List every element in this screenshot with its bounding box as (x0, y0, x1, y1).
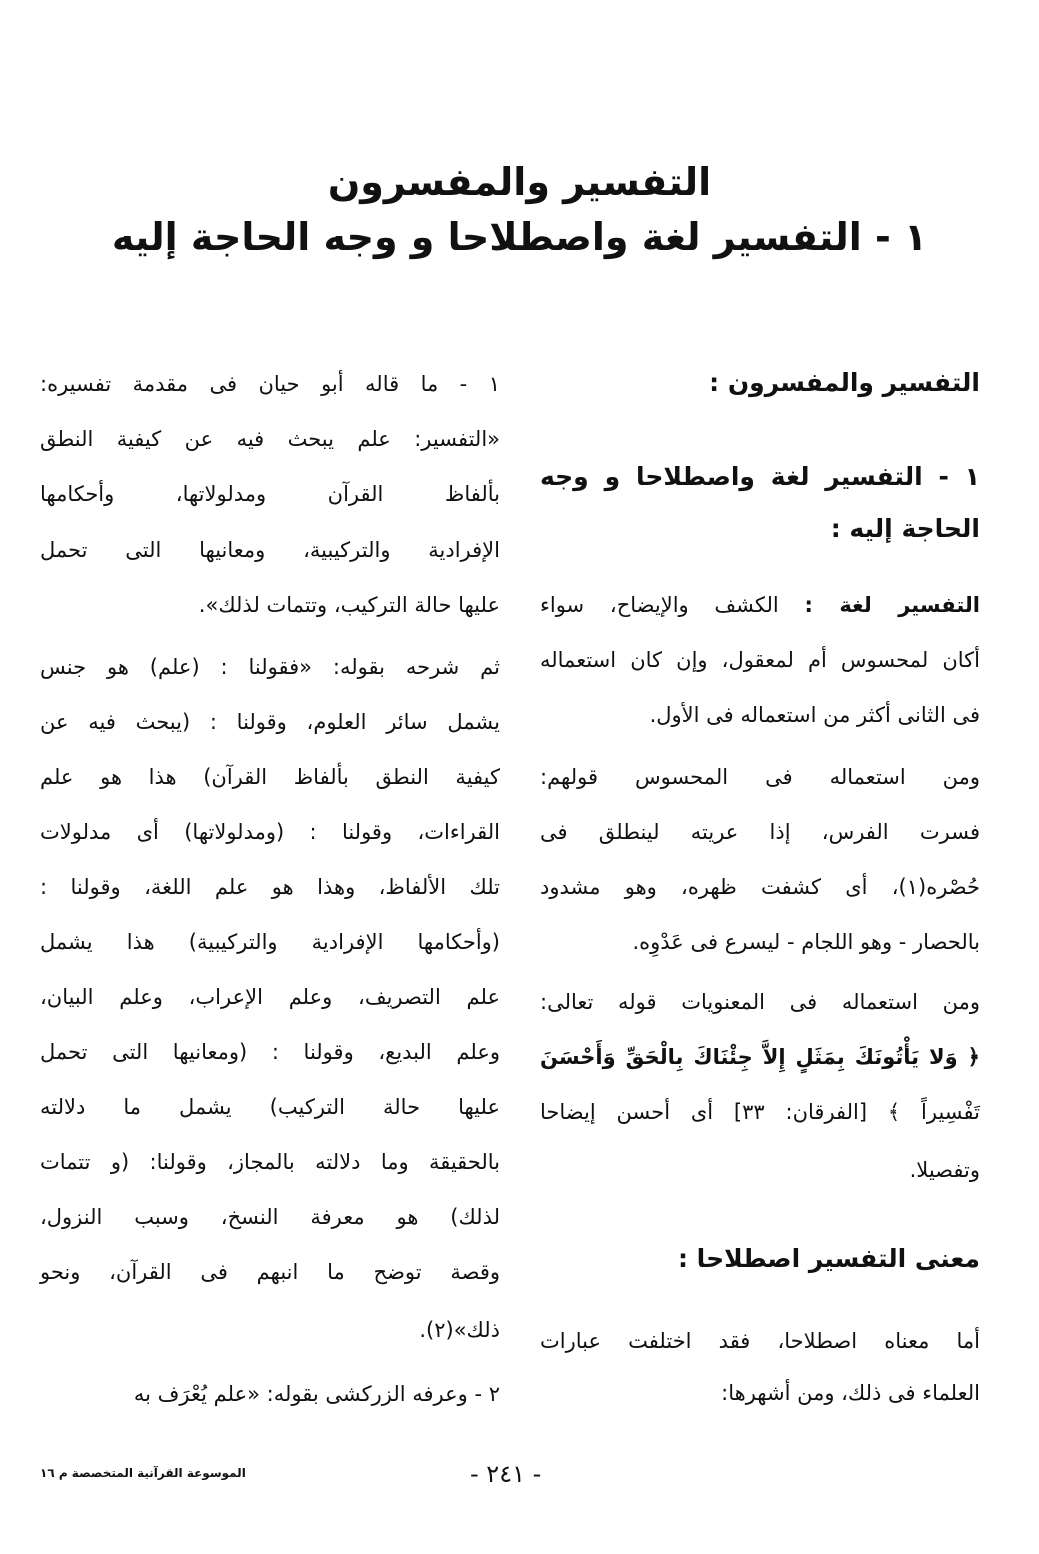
text-line: ومن استعماله فى المحسوس قولهم: (540, 765, 980, 789)
text-line: وقصة توضح ما انبهم فى القرآن، ونحو (40, 1260, 500, 1284)
page-subtitle: ١ - التفسير لغة واصطلاحا و وجه الحاجة إليه (111, 215, 928, 259)
text-line: بألفاظ القرآن ومدلولاتها، وأحكامها (40, 482, 500, 506)
text-line: «التفسير: علم يبحث فيه عن كيفية النطق (40, 427, 500, 451)
section-heading: التفسير والمفسرون : (709, 368, 980, 397)
book-footer: الموسوعة القرآنية المتخصصة م ١٦ (40, 1466, 246, 1480)
term-lead: التفسير لغة : (804, 593, 980, 617)
text-line: الإفرادية والتركيبية، ومعانيها التى تحمل (40, 538, 500, 562)
text-line: ومن استعماله فى المعنويات قوله تعالى: (540, 990, 980, 1014)
text-line: وتفصيلا. (909, 1158, 980, 1182)
text-line: بالحصار - وهو اللجام - ليسرع فى عَدْوِه. (632, 930, 980, 954)
page-number: - ٢٤١ - (470, 1460, 542, 1488)
text-line: علم التصريف، وعلم الإعراب، وعلم البيان، (40, 985, 500, 1009)
text-line: ذلك»(٢). (419, 1318, 500, 1342)
text-line: لذلك) هو معرفة النسخ، وسبب النزول، (40, 1205, 500, 1229)
text-line: عليها حالة التركيب) يشمل ما دلالته (40, 1095, 500, 1119)
text-line: عليها حالة التركيب، وتتمات لذلك». (198, 593, 500, 617)
text-line: فسرت الفرس، إذا عريته لينطلق فى (540, 820, 980, 844)
text-line: وعلم البديع، وقولنا : (ومعانيها التى تحمل (40, 1040, 500, 1064)
section-heading: الحاجة إليه : (830, 514, 980, 543)
text-line: تلك الألفاظ، وهذا هو علم اللغة، وقولنا : (40, 875, 500, 899)
text-span: الكشف والإيضاح، سواء (540, 593, 805, 617)
text-line: كيفية النطق بألفاظ القرآن) هذا هو علم (40, 765, 500, 789)
text-line: ٢ - وعرفه الزركشى بقوله: «علم يُعْرَف به (133, 1382, 500, 1406)
text-line: أما معناه اصطلاحا، فقد اختلفت عبارات (540, 1329, 980, 1353)
text-line: القراءات، وقولنا : (ومدلولاتها) أى مدلولات (40, 820, 500, 844)
text-line (540, 590, 980, 620)
text-line: ١ - ما قاله أبو حيان فى مقدمة تفسيره: (40, 372, 500, 396)
text-line: بالحقيقة وما دلالته بالمجاز، وقولنا: (و تتمات (40, 1150, 500, 1174)
text-line: أكان لمحسوس أم لمعقول، وإن كان استعماله (540, 648, 980, 672)
text-line: ﴿ وَلا يَأْتُونَكَ بِمَثَلٍ إِلاَّ جِئْنَاكَ بِالْحَقِّ وَأَحْسَنَ (540, 1045, 980, 1069)
text-line: ثم شرحه بقوله: «فقولنا : (علم) هو جنس (40, 655, 500, 679)
page-title: التفسير والمفسرون (327, 160, 712, 204)
text-line: يشمل سائر العلوم، وقولنا : (يبحث فيه عن (40, 710, 500, 734)
text-line: حُصْره(١)، أى كشفت ظهره، وهو مشدود (540, 875, 980, 899)
text-line: تَفْسِيراً ﴾ [الفرقان: ٣٣] أى أحسن إيضاحا (540, 1100, 980, 1124)
text-line: فى الثانى أكثر من استعماله فى الأول. (649, 703, 980, 727)
text-line: (وأحكامها الإفرادية والتركيبية) هذا يشمل (40, 930, 500, 954)
text-line: العلماء فى ذلك، ومن أشهرها: (721, 1381, 980, 1405)
section-heading: ١ - التفسير لغة واصطلاحا و وجه (540, 462, 980, 491)
section-heading: معنى التفسير اصطلاحا : (677, 1244, 980, 1273)
